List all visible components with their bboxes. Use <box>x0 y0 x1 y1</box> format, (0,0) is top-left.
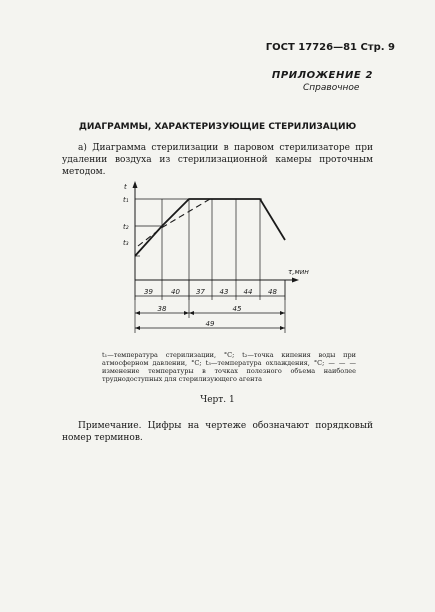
y-axis-arrow <box>133 181 138 188</box>
temperature-curve <box>135 199 285 256</box>
note-text: Цифры на чертеже обозначают порядковый номер терминов. <box>62 421 373 443</box>
t2-label: t₂ <box>123 223 129 231</box>
x-axis-label: τ,мин <box>288 268 309 276</box>
span-38-arrow-left <box>135 311 140 315</box>
figure-caption: Черт. 1 <box>200 395 235 405</box>
note <box>62 420 373 444</box>
phase-label: 43 <box>219 288 229 296</box>
span-45-arrow-left <box>189 311 194 315</box>
span-38-arrow-right <box>184 311 189 315</box>
y-axis-label: t <box>124 183 127 191</box>
note-label: Примечание. <box>78 421 142 431</box>
span-49-arrow-left <box>135 326 140 330</box>
span-38-label: 38 <box>157 305 167 313</box>
x-axis-arrow <box>292 278 299 283</box>
phase-label: 40 <box>171 288 180 296</box>
appendix-title: ПРИЛОЖЕНИЕ 2 <box>271 70 373 81</box>
span-49-arrow-right <box>280 326 285 330</box>
t1-label: t₁ <box>123 196 129 204</box>
appendix-subtitle: Справочное <box>303 83 360 93</box>
t3-label: t₃ <box>123 239 129 247</box>
section-title: ДИАГРАММЫ, ХАРАКТЕРИЗУЮЩИЕ СТЕРИЛИЗАЦИЮ <box>78 122 357 132</box>
phase-label: 48 <box>268 288 277 296</box>
span-45-label: 45 <box>232 305 242 313</box>
span-45-arrow-right <box>280 311 285 315</box>
diagram-description: а) Диаграмма стерилизации в паровом стерилизаторе при удалении воздуха из стерилизационной камеры проточным методом. <box>62 143 373 177</box>
page-header: ГОСТ 17726—81 Стр. 9 <box>265 42 395 53</box>
span-49-label: 49 <box>205 320 215 328</box>
phase-label: 44 <box>243 288 253 296</box>
phase-label: 37 <box>196 288 205 296</box>
hard-to-reach-curve <box>138 199 210 246</box>
legend-text: t₁—температура стерилизации, °С; t₂—точка кипения воды при атмосферном давлении, °С; t₃—температура охлаждения, °С; — — —изменение температуры в точках полезного объема наиболее труднодоступных для стерилизующего агента <box>102 351 356 383</box>
phase-label: 39 <box>144 288 153 296</box>
